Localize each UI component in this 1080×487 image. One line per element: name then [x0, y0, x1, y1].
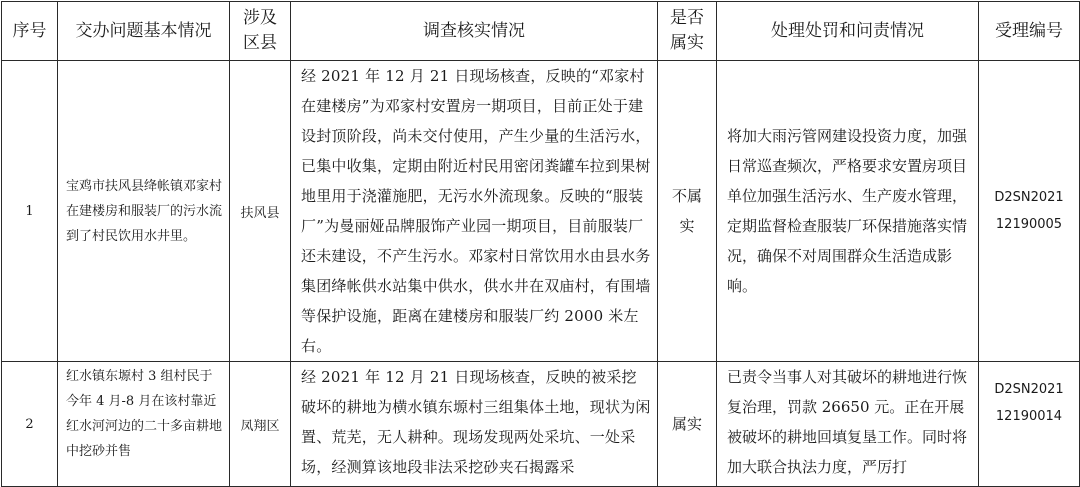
row-issue: 红水镇东塬村 3 组村民于今年 4 月-8 月在该村靠近红水河河边的二十多亩耕地中挖砂并售: [58, 362, 230, 487]
row-no: 2: [2, 362, 58, 487]
row-no: 1: [2, 61, 58, 362]
header-handling: 处理处罚和问责情况: [717, 2, 979, 61]
header-investigation: 调查核实情况: [291, 2, 658, 61]
row-district: 扶风县: [230, 61, 291, 362]
complaint-table: [1, 1, 1080, 487]
header-verified: 是否属实: [658, 2, 717, 61]
row-investigation: 经 2021 年 12 月 21 日现场核查，反映的被采挖破坏的耕地为横水镇东塬村三组集体土地，现状为闲置、荒芜，无人耕种。现场发现两处采坑、一处采场，经测算该地段非法采挖砂夹石揭露采: [291, 362, 658, 487]
row-issue: 宝鸡市扶风县绛帐镇邓家村在建楼房和服装厂的污水流到了村民饮用水井里。: [58, 61, 230, 362]
row-district: 凤翔区: [230, 362, 291, 487]
table-row: [2, 362, 1080, 487]
header-issue: 交办问题基本情况: [58, 2, 230, 61]
table-row: [2, 61, 1080, 362]
header-case-no: 受理编号: [979, 2, 1080, 61]
row-case-no: D2SN202112190005: [979, 61, 1080, 362]
header-row: [2, 2, 1080, 61]
header-district: 涉及区县: [230, 2, 291, 61]
row-case-no: D2SN202112190014: [979, 362, 1080, 487]
row-handling: 将加大雨污管网建设投资力度，加强日常巡查频次，严格要求安置房项目单位加强生活污水、生产废水管理，定期监督检查服装厂环保措施落实情况，确保不对周围群众生活造成影响。: [717, 61, 979, 362]
row-investigation: 经 2021 年 12 月 21 日现场核查，反映的“邓家村在建楼房”为邓家村安置房一期项目，目前正处于建设封顶阶段，尚未交付使用，产生少量的生活污水，已集中收集，定期由附近村民用密闭粪罐车拉到果树地里用于浇灌施肥，无污水外流现象。反映的“服装厂”为曼丽娅品牌服饰产业园一期项目，目前服装厂还未建设，不产生污水。邓家村日常饮用水由县水务集团绛帐供水站集中供水，供水井在双庙村，有围墙等保护设施，距离在建楼房和服装厂约 2000 米左右。: [291, 61, 658, 362]
row-verified: 不属实: [658, 61, 717, 362]
row-verified: 属实: [658, 362, 717, 487]
row-handling: 已责令当事人对其破坏的耕地进行恢复治理，罚款 26650 元。正在开展被破坏的耕地回填复垦工作。同时将加大联合执法力度，严厉打: [717, 362, 979, 487]
header-no: 序号: [2, 2, 58, 61]
